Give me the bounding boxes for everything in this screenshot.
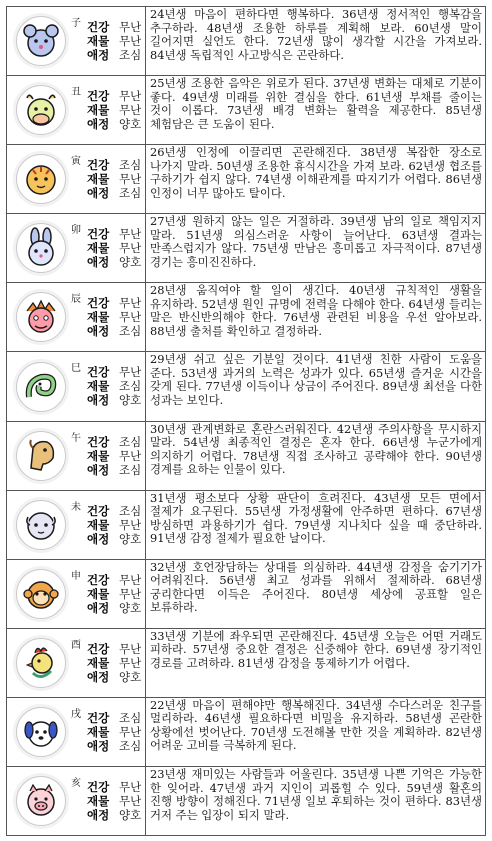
horoscope-text: 31년생 평소보다 상황 판단이 흐려진다. 43년생 모든 면에서 절제가 요구된다. 55년생 가정생활에 안주하면 편하다. 67년생 방심하면 과용하기가 쉽다. 79년생 지나치다 싶을 때 중단하라. 91년생 감정 절제가 필요한 날이다. bbox=[150, 490, 482, 546]
fortune-value-health: 조심 bbox=[119, 158, 142, 173]
horoscope-row bbox=[7, 422, 485, 491]
fortune-label-wealth: 재물 bbox=[87, 241, 110, 256]
fortune-label-health: 건강 bbox=[87, 20, 110, 34]
horoscope-row bbox=[7, 560, 485, 629]
fortune-value-health: 조심 bbox=[119, 434, 142, 449]
horoscope-text: 28년생 움직여야 할 일이 생긴다. 40년생 규칙적인 생활을 유지하라. 52년생 원인 규명에 전력을 다해야 한다. 64년생 들리는 말은 반신반의해야 한다. 76년생 관련된 비용을 우선 알아보라. 88년생 출처를 확인하고 결정하라. bbox=[150, 283, 482, 338]
zodiac-hanja: 巳 bbox=[71, 363, 81, 375]
horoscope-row bbox=[7, 283, 485, 352]
fortune-label-wealth: 재물 bbox=[87, 517, 110, 532]
fortune-value-wealth: 무난 bbox=[119, 517, 142, 532]
fortune-value-love: 양호 bbox=[119, 531, 142, 546]
fortune-summary bbox=[87, 435, 141, 477]
fortune-label-love: 애정 bbox=[87, 808, 110, 823]
zodiac-cell bbox=[7, 7, 146, 75]
fortune-value-health: 조심 bbox=[119, 503, 142, 518]
fortune-label-love: 애정 bbox=[87, 255, 110, 270]
fortune-label-love: 애정 bbox=[87, 738, 110, 753]
fortune-label-health: 건강 bbox=[87, 641, 110, 656]
fortune-summary bbox=[87, 296, 141, 338]
zodiac-hanja: 子 bbox=[71, 18, 81, 29]
pig-icon bbox=[16, 776, 66, 826]
zodiac-hanja: 午 bbox=[71, 432, 81, 444]
zodiac-hanja: 戌 bbox=[71, 708, 81, 720]
zodiac-hanja: 未 bbox=[71, 501, 81, 513]
horoscope-table bbox=[6, 6, 486, 836]
fortune-value-health: 무난 bbox=[119, 296, 142, 311]
fortune-summary bbox=[87, 780, 141, 822]
zodiac-hanja: 酉 bbox=[71, 639, 81, 651]
zodiac-hanja: 卯 bbox=[71, 225, 81, 237]
horoscope-text: 22년생 마음이 편해야만 행복해진다. 34년생 수다스러운 친구를 멀리하라. 46년생 필요하다면 비밀을 유지하라. 58년생 곤란한 상황에선 벗어난다. 70년생 도전해볼 만한 것을 계획하라. 82년생 어려운 고비를 극복하게 된다. bbox=[150, 697, 482, 753]
zodiac-hanja: 辰 bbox=[71, 294, 81, 306]
fortune-label-wealth: 재물 bbox=[87, 172, 110, 187]
fortune-value-health: 무난 bbox=[119, 89, 142, 104]
monkey-icon bbox=[16, 569, 66, 619]
zodiac-cell bbox=[7, 145, 146, 213]
fortune-label-health: 건강 bbox=[87, 296, 110, 311]
zodiac-cell bbox=[7, 422, 146, 490]
fortune-label-health: 건강 bbox=[87, 503, 110, 518]
zodiac-cell bbox=[7, 214, 146, 282]
zodiac-cell bbox=[7, 767, 146, 835]
horoscope-text: 25년생 조용한 음악은 위로가 된다. 37년생 변화는 대체로 기분이 좋다. 49년생 미래를 위한 결심을 한다. 61년생 부채를 줄이는 것이 이롭다. 73년생 배경 변화는 활력을 제공한다. 85년생 체험담은 큰 도움이 된다. bbox=[150, 76, 482, 131]
fortune-value-wealth: 무난 bbox=[119, 310, 142, 325]
tiger-icon bbox=[16, 154, 66, 204]
fortune-value-love: 양호 bbox=[119, 117, 142, 132]
fortune-value-wealth: 조심 bbox=[119, 379, 142, 394]
horoscope-text: 29년생 쉬고 싶은 기분일 것이다. 41년생 친한 사람이 도움을 준다. 53년생 과거의 노력은 성과가 있다. 65년생 즐거운 시간을 갖게 된다. 77년생 이득이나 상금이 주어진다. 89년생 최선을 다한 성과는 보인다. bbox=[150, 352, 482, 407]
fortune-value-health: 무난 bbox=[119, 780, 142, 795]
fortune-label-love: 애정 bbox=[87, 531, 110, 546]
fortune-value-love: 양호 bbox=[119, 808, 142, 823]
fortune-value-wealth: 무난 bbox=[119, 586, 142, 601]
horoscope-text: 26년생 인정에 이끌리면 곤란해진다. 38년생 복잡한 장소로 나가지 말라. 50년생 조용한 휴식시간을 가져 보라. 62년생 협조를 구하기가 쉽지 않다. 74년생 이해관계를 따지기가 어렵다. 86년생 인정이 너무 많아도 탈이다. bbox=[150, 145, 482, 200]
fortune-value-health: 무난 bbox=[119, 572, 142, 587]
fortune-label-health: 건강 bbox=[87, 158, 110, 173]
fortune-value-wealth: 무난 bbox=[119, 724, 142, 739]
horoscope-row bbox=[7, 352, 485, 421]
fortune-label-health: 건강 bbox=[87, 434, 110, 449]
fortune-summary bbox=[87, 711, 141, 753]
rooster-icon bbox=[16, 638, 66, 688]
fortune-label-wealth: 재물 bbox=[87, 310, 110, 325]
horoscope-row bbox=[7, 491, 485, 560]
fortune-label-wealth: 재물 bbox=[87, 655, 110, 670]
zodiac-hanja: 亥 bbox=[71, 778, 81, 790]
horoscope-text: 30년생 관계변화로 혼란스러워진다. 42년생 주의사항을 무시하지 말라. 54년생 최종적인 결정은 혼자 한다. 66년생 누군가에게 의지하기 어렵다. 78년생 직접 조사하고 공략해야 한다. 90년생 경계를 요하는 인물이 있다. bbox=[150, 421, 482, 477]
fortune-label-wealth: 재물 bbox=[87, 379, 110, 394]
zodiac-cell bbox=[7, 560, 146, 628]
fortune-label-love: 애정 bbox=[87, 186, 110, 201]
fortune-value-health: 무난 bbox=[119, 227, 142, 242]
zodiac-hanja: 寅 bbox=[71, 156, 81, 168]
fortune-summary bbox=[87, 158, 141, 200]
horse-icon bbox=[16, 431, 66, 481]
zodiac-cell bbox=[7, 352, 146, 420]
fortune-value-wealth: 무난 bbox=[119, 34, 142, 48]
rabbit-icon bbox=[16, 223, 66, 273]
rat-icon bbox=[16, 16, 66, 66]
fortune-value-love: 양호 bbox=[119, 255, 142, 270]
fortune-value-love: 양호 bbox=[119, 669, 142, 684]
fortune-label-love: 애정 bbox=[87, 48, 110, 62]
fortune-value-health: 무난 bbox=[119, 365, 142, 380]
fortune-value-health: 무난 bbox=[119, 20, 142, 34]
fortune-summary bbox=[87, 227, 141, 269]
fortune-value-health: 무난 bbox=[119, 641, 142, 656]
horoscope-text: 23년생 재미있는 사람들과 어울린다. 35년생 나쁜 기억은 가능한 한 잊어라. 47년생 과거 지인이 괴롭힐 수 있다. 59년생 활혼의 진행 방향이 정해진다. 71년생 일보 후퇴하는 것이 편하다. 83년생 거저 주는 입장이 되지 말라. bbox=[150, 767, 482, 822]
horoscope-row bbox=[7, 7, 485, 76]
fortune-summary bbox=[87, 573, 141, 615]
zodiac-cell bbox=[7, 698, 146, 766]
fortune-label-health: 건강 bbox=[87, 572, 110, 587]
fortune-label-love: 애정 bbox=[87, 393, 110, 408]
horoscope-row bbox=[7, 767, 485, 836]
zodiac-cell bbox=[7, 629, 146, 697]
dragon-icon bbox=[16, 292, 66, 342]
fortune-summary bbox=[87, 89, 141, 131]
fortune-summary bbox=[87, 504, 141, 546]
zodiac-cell bbox=[7, 76, 146, 144]
fortune-summary bbox=[87, 642, 141, 684]
fortune-label-health: 건강 bbox=[87, 780, 110, 795]
fortune-value-wealth: 무난 bbox=[119, 448, 142, 463]
fortune-label-wealth: 재물 bbox=[87, 448, 110, 463]
fortune-value-love: 조심 bbox=[119, 462, 142, 477]
fortune-label-wealth: 재물 bbox=[87, 103, 110, 118]
fortune-label-wealth: 재물 bbox=[87, 794, 110, 809]
zodiac-cell bbox=[7, 283, 146, 351]
fortune-label-health: 건강 bbox=[87, 227, 110, 242]
fortune-value-love: 양호 bbox=[119, 393, 142, 408]
fortune-value-health: 조심 bbox=[119, 710, 142, 725]
horoscope-row bbox=[7, 698, 485, 767]
zodiac-cell bbox=[7, 491, 146, 559]
fortune-value-wealth: 무난 bbox=[119, 794, 142, 809]
horoscope-row bbox=[7, 629, 485, 698]
horoscope-text: 24년생 마음이 편하다면 행복하다. 36년생 정서적인 행복감을 추구하라. 48년생 조용한 하루를 계획해 보라. 60년생 말이 길어지면 실언도 한다. 72년생 많이 생각할 시간을 가져보라. 84년생 독립적인 사고방식은 곤란하다. bbox=[150, 7, 482, 62]
fortune-label-wealth: 재물 bbox=[87, 34, 110, 48]
fortune-summary bbox=[87, 20, 141, 62]
fortune-value-love: 조심 bbox=[119, 48, 142, 62]
horoscope-row bbox=[7, 214, 485, 283]
fortune-label-love: 애정 bbox=[87, 669, 110, 684]
horoscope-row bbox=[7, 145, 485, 214]
fortune-value-wealth: 무난 bbox=[119, 241, 142, 256]
fortune-value-love: 양호 bbox=[119, 600, 142, 615]
fortune-label-love: 애정 bbox=[87, 117, 110, 132]
horoscope-text: 32년생 호언장담하는 상대를 의심하라. 44년생 감정을 숨기기가 어려워진다. 56년생 최고 성과를 위해서 절제하라. 68년생 궁리한다면 이득은 주어진다. 80년생 세상에 공표할 일은 보류하라. bbox=[150, 559, 482, 615]
fortune-label-wealth: 재물 bbox=[87, 586, 110, 601]
zodiac-hanja: 丑 bbox=[71, 87, 81, 99]
snake-icon bbox=[16, 362, 66, 412]
fortune-value-wealth: 무난 bbox=[119, 655, 142, 670]
fortune-value-love: 조심 bbox=[119, 324, 142, 339]
horoscope-text: 27년생 원하지 않는 일은 거절하라. 39년생 남의 일로 책임지지 말라. 51년생 의심스러운 사항이 늘어난다. 63년생 결과는 만족스럽지가 않다. 75년생 만남은 흥미롭고 자극적이다. 87년생 경기는 흥미진진하다. bbox=[150, 214, 482, 269]
fortune-label-wealth: 재물 bbox=[87, 724, 110, 739]
horoscope-row bbox=[7, 76, 485, 145]
fortune-label-love: 애정 bbox=[87, 600, 110, 615]
fortune-summary bbox=[87, 365, 141, 407]
fortune-value-love: 조심 bbox=[119, 186, 142, 201]
fortune-value-wealth: 무난 bbox=[119, 172, 142, 187]
fortune-label-love: 애정 bbox=[87, 324, 110, 339]
fortune-label-health: 건강 bbox=[87, 89, 110, 104]
ox-icon bbox=[16, 85, 66, 135]
fortune-label-health: 건강 bbox=[87, 365, 110, 380]
zodiac-hanja: 申 bbox=[71, 570, 81, 582]
fortune-value-love: 조심 bbox=[119, 738, 142, 753]
fortune-label-love: 애정 bbox=[87, 462, 110, 477]
fortune-label-health: 건강 bbox=[87, 710, 110, 725]
dog-icon bbox=[16, 707, 66, 757]
sheep-icon bbox=[16, 500, 66, 550]
fortune-value-wealth: 무난 bbox=[119, 103, 142, 118]
horoscope-text: 33년생 기분에 좌우되면 곤란해진다. 45년생 오늘은 어떤 거래도 피하라. 57년생 중요한 결정은 신중해야 한다. 69년생 장기적인 경로를 고려하라. 81년생 감정을 통제하기가 어렵다. bbox=[150, 628, 482, 670]
